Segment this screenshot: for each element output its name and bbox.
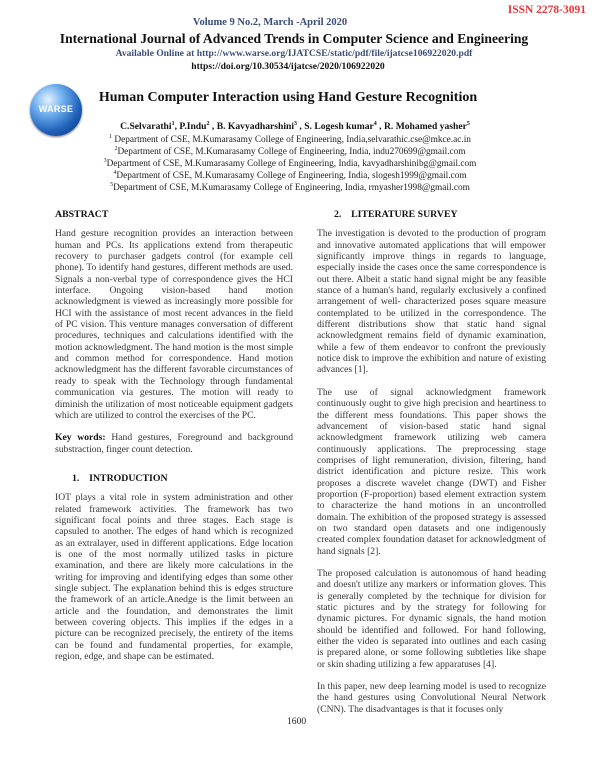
affiliation: $^1$ Department of CSE, M.Kumarasamy College of Engineering, India,selvarathic.cse@mkce.ac.in <box>109 134 471 146</box>
warse-logo-icon <box>30 84 82 136</box>
paragraph: In this paper, new deep learning model is used to recognize the hand gestures using Convolutional Neural Network (CNN). The disadvantages is that it focuses only <box>317 681 546 715</box>
introduction-text: IOT plays a vital role in system administration and other related framework activities. The framework has two significant focal points and three stages. Each stage is capsuled to another. The edges of hand which is recognized as an extralayer, used in different applications. Edge location is one of the most normally utilized tasks in picture examination, and there are likely more calculations in the writing for improving and identifying edges than some other single subject. The explanation behind this is edges structure the framework of an article.Anedge is the limit between an article and the foundation, and demonstrates the limit between covering objects. This implies if the edges in a picture can be recognized precisely, the entirety of the items can be found and fundamental properties, for example, region, edge, and shape can be estimated. <box>55 492 293 663</box>
right-column <box>317 209 546 726</box>
author: B. Kavyadharshini$^3$ <box>216 121 297 133</box>
author: P.Indu$^2$ <box>179 121 210 133</box>
abstract-text: Hand gesture recognition provides an interaction between human and PCs. Its applications extend from therapeutic recovery to purchaser gadgets control (for example cell phone). To identify hand gestures, different methods are used. Signals a non-verbal type of correspondence gives the HCI interface. Ongoing vision-based hand motion acknowledgment is viewed as increasingly more possible for HCI with the assistance of most recent advances in the field of PC vision. This venture manages conversation of different procedures, techniques and calculations identified with the motion acknowledgment. The hand motion is the most simple and common method for correspondence. Hand motion acknowledgment has the different favorable circumstances of ready to speak with the Technology through fundamental communication via gestures. The motion will ready to diminish the utilization of most noticeable equipment gadgets which are utilized to control the exercises of the PC. <box>55 228 293 421</box>
keywords: Key words: Hand gestures, Foreground and background substraction, finger count detection. <box>55 432 294 455</box>
doi-link[interactable]: https://doi.org/10.30534/ijatcse/2020/106922020 <box>191 61 385 72</box>
paper-title: Human Computer Interaction using Hand Gesture Recognition <box>98 90 478 105</box>
abstract-heading: ABSTRACT <box>55 209 109 220</box>
affiliation: $^5$Department of CSE, M.Kumarasamy College of Engineering, India, rmyasher1998@gmail.com <box>110 182 470 194</box>
affiliation: $^3$Department of CSE, M.Kumarasamy College of Engineering, India, kavyadharshinibg@gmail.com <box>103 158 477 170</box>
author-list: C.Selvarathi$^1$, P.Indu$^2$ , B. Kavyadharshini$^3$ , S. Logesh kumar$^4$ , R. Mohamed yasher$^5$ <box>120 121 470 133</box>
issn: ISSN 2278-3091 <box>507 4 586 16</box>
affiliation: $^4$Department of CSE, M.Kumarasamy College of Engineering, India, slogesh1999@gmail.com <box>113 170 467 182</box>
paragraph: The investigation is devoted to the production of program and innovative automated applications that will empower significantly improve things in regards to language, especially inside the cases once the same correspondence is out there. Albeit a static hand signal might be any feasible stance of a human's hand, regularly exclusively a confined arrangement of well- characterized poses square measure contemplated to be utilized in the correspondence. The different distributions show that static hand signal acknowledgment remains field of dynamic examination, while a few of them endeavor to confront the previously notice disk to improve the exhibition and nature of existing advances [1]. <box>317 228 546 376</box>
introduction-heading: 1. INTRODUCTION <box>72 472 168 484</box>
paragraph: The proposed calculation is autonomous of hand heading and doesn't utilize any markers or information gloves. This is generally completed by the technique for division for static pictures and by the strategy for following for dynamic pictures. For dynamic signals, the hand motion should be identified and followed. For hand following, either the video is separated into outlines and each casing is prepared alone, or some following subtleties like shape or skin shading utilizing a few apparatuses [4]. <box>317 567 546 670</box>
paragraph: The use of signal acknowledgment framework continuously ought to give high precision and heartiness to the different mess foundations. This paper shows the advancement of vision-based static hand signal acknowledgment framework utilizing web camera continuously applications. The preprocessing stage comprises of light remuneration, division, filtering, hand district identification and picture resize. This work proposes a discrete wavelet change (DWT) and Fisher proportion (F-proportion) based element extraction system to characterize the hand motions in an uncontrolled domain. The exhibition of the proposed strategy is assessed on two standard open datasets and one indigenously created complex foundation dataset for acknowledgment of hand signals [2]. <box>317 386 546 557</box>
logo-text: WARSE <box>38 104 74 114</box>
author: R. Mohamed yasher$^5$ <box>383 121 470 133</box>
volume-info: Volume 9 No.2, March -April 2020 <box>192 17 348 28</box>
author: S. Logesh kumar$^4$ <box>304 121 377 133</box>
online-url[interactable]: Available Online at http://www.warse.org/IJATCSE/static/pdf/file/ijatcse106922020.pdf <box>115 48 473 59</box>
literature-survey-heading: 2. LITERATURE SURVEY <box>334 209 458 220</box>
affiliation: $^2$Department of CSE, M.Kumarasamy College of Engineering, India, indu270699@gmail.com <box>114 146 466 158</box>
journal-name: International Journal of Advanced Trends in Computer Science and Engineering <box>59 31 529 46</box>
page-number: 1600 <box>287 716 307 727</box>
left-column <box>55 209 293 673</box>
author: C.Selvarathi$^1$ <box>120 121 175 133</box>
